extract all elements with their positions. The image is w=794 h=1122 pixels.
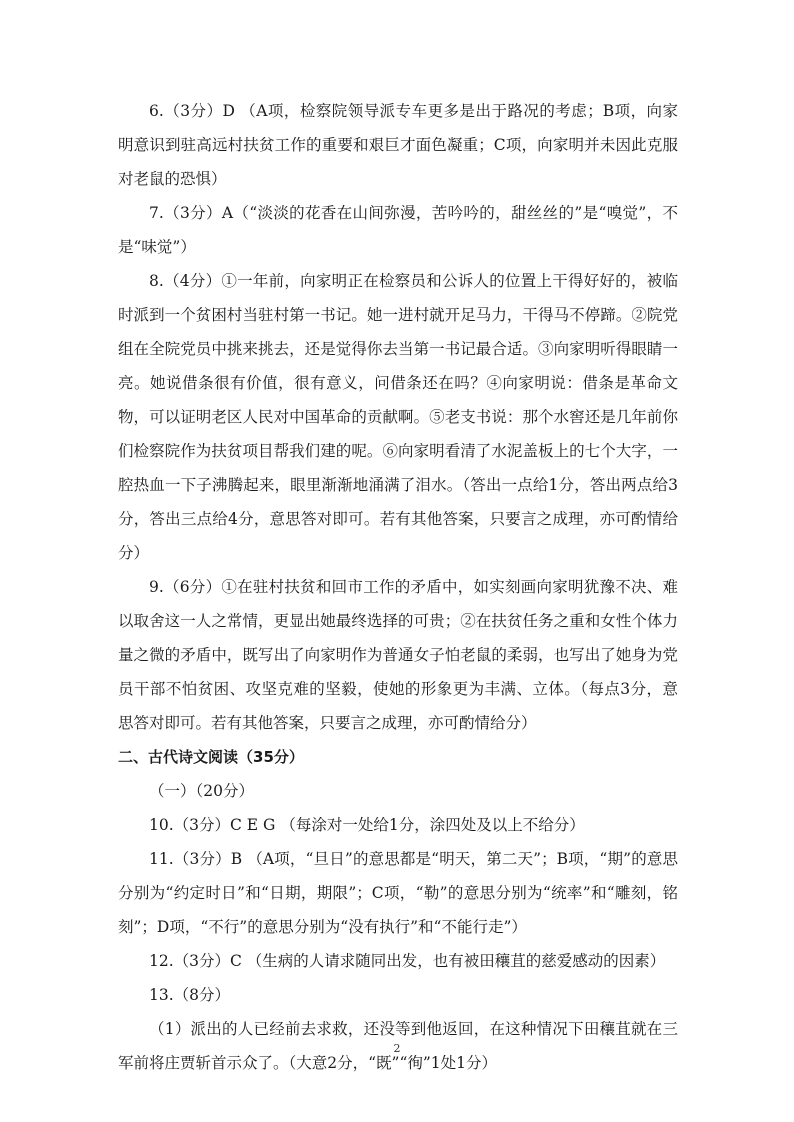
subsection-label: （一）（20分） [149,782,254,800]
answer-q11: 11.（3分）B （A项，“旦日”的意思都是“明天，第二天”；B项，“期”的意思分别为“约定时日”和“日期，期限”；C项，“勒”的意思分别为“统率”和“雕刻，铭刻”；D项，“不行”的意思分别为“没有执行”和“不能行走”） [118,850,678,936]
section-heading-ancient-poetry: 二、古代诗文阅读（35分） [118,748,304,766]
page-number: 2 [393,1042,401,1055]
answer-q8: 8.（4分）①一年前，向家明正在检察员和公诉人的位置上干得好好的，被临时派到一个贫困村当驻村第一书记。她一进村就开足马力，干得马不停蹄。②院党组在全院党员中挑来挑去，还是觉得你去当第一书记最合适。③向家明听得眼睛一亮。她说借条很有价值，很有意义，问借条还在吗？④向家明说：借条是革命文物，可以证明老区人民对中国革命的贡献啊。⑤老支书说：那个水窖还是几年前你们检察院作为扶贫项目帮我们建的呢。⑥向家明看清了水泥盖板上的七个大字，一腔热血一下子沸腾起来，眼里渐渐地涌满了泪水。（答出一点给1分，答出两点给3分，答出三点给4分，意思答对即可。若有其他答案，只要言之成理，亦可酌情给分） [118,272,678,562]
answer-q7: 7.（3分）A（“淡淡的花香在山间弥漫，苦吟吟的，甜丝丝的”是“嗅觉”，不是“味觉”） [118,204,678,256]
answer-q10: 10.（3分）C E G （每涂对一处给1分，涂四处及以上不给分） [149,816,585,834]
answer-q13-part1: （1）派出的人已经前去求救，还没等到他返回，在这种情况下田穰苴就在三军前将庄贾斩首示众了。（大意2分，“既”“徇”1处1分） [118,1020,678,1072]
answer-q9: 9.（6分）①在驻村扶贫和回市工作的矛盾中，如实刻画向家明犹豫不决、难以取舍这一人之常情，更显出她最终选择的可贵；②在扶贫任务之重和女性个体力量之微的矛盾中，既写出了向家明作为普通女子怕老鼠的柔弱，也写出了她身为党员干部不怕贫困、攻坚克难的坚毅，使她的形象更为丰满、立体。（每点3分，意思答对即可。若有其他答案，只要言之成理，亦可酌情给分） [118,578,678,732]
answer-key-page [118,94,678,1080]
answer-q6: 6.（3分）D （A项，检察院领导派专车更多是出于路况的考虑；B项，向家明意识到驻高远村扶贫工作的重要和艰巨才面色凝重；C项，向家明并未因此克服对老鼠的恐惧） [118,102,678,188]
answer-q12: 12.（3分）C （生病的人请求随同出发，也有被田穰苴的慈爱感动的因素） [149,952,666,970]
answer-q13: 13.（8分） [149,986,231,1004]
